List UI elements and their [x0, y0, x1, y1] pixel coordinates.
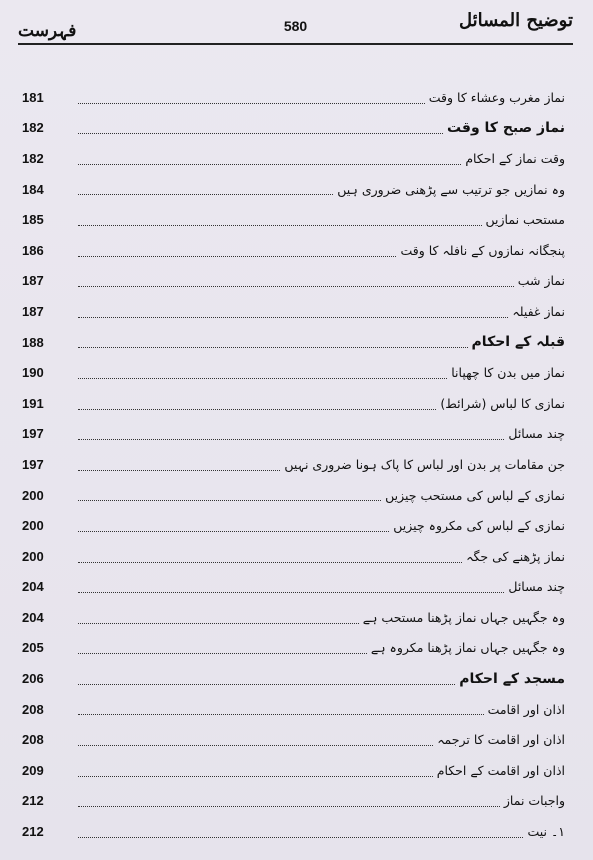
toc-page-number: 197: [22, 456, 44, 472]
dot-leader: [78, 103, 425, 104]
toc-entry-title: اذان اور اقامت کے احکام: [436, 762, 565, 778]
toc-entry-title: چند مسائل: [508, 426, 565, 442]
toc-entry-title: نمازی کے لباس کی مستحب چیزیں: [385, 487, 565, 503]
dot-leader: [78, 623, 359, 624]
toc-entry-title: مسجد کے احکام: [459, 670, 565, 687]
toc-page-number: 197: [22, 426, 44, 442]
toc-entry: [22, 357, 565, 388]
book-title: توضیح المسائل: [459, 10, 573, 31]
dot-leader: [78, 653, 367, 654]
toc-entry-title: نمازی کا لباس (شرائط): [440, 395, 565, 411]
dot-leader: [78, 378, 447, 379]
dot-leader: [78, 837, 523, 838]
toc-entry-title: نماز غفیلہ: [512, 303, 565, 319]
toc-entry: [22, 694, 565, 725]
toc-entry: [22, 419, 565, 450]
toc-page-number: 182: [22, 120, 44, 136]
toc-entry: [22, 235, 565, 266]
toc-page-number: 204: [22, 579, 44, 595]
toc-entry-title: چند مسائل: [508, 579, 565, 595]
toc-entry: [22, 449, 565, 480]
toc-entry-title: واجبات نماز: [503, 793, 565, 809]
dot-leader: [78, 164, 461, 165]
dot-leader: [78, 409, 436, 410]
toc-entry-title: وقت نماز کے احکام: [465, 150, 565, 166]
toc-entry-title: جن مقامات پر بدن اور لباس کا پاک ہونا ضروری نہیں: [284, 456, 565, 472]
toc-entry-title: اذان اور اقامت: [487, 701, 565, 717]
toc-page-number: 208: [22, 732, 44, 748]
dot-leader: [78, 439, 504, 440]
toc-entry: [22, 572, 565, 603]
toc-entry: [22, 174, 565, 205]
toc-page-number: 200: [22, 487, 44, 503]
toc-entry: [22, 816, 565, 847]
toc-entry-title: نماز صبح کا وقت: [446, 119, 565, 136]
page-header: [18, 8, 573, 40]
toc-entry-title: ١۔ نیت: [527, 824, 565, 840]
dot-leader: [78, 500, 381, 501]
toc-entry-title: اذان اور اقامت کا ترجمہ: [437, 732, 565, 748]
toc-entry: [22, 541, 565, 572]
toc-entry: [22, 143, 565, 174]
toc-page-number: 185: [22, 212, 44, 228]
toc-entry: [22, 724, 565, 755]
toc-page-number: 186: [22, 242, 44, 258]
toc-page-number: 190: [22, 365, 44, 381]
toc-entry: [22, 755, 565, 786]
dot-leader: [78, 806, 500, 807]
section-title: فہرست: [18, 21, 77, 41]
toc-entry-title: وہ نمازیں جو ترتیب سے پڑھنی ضروری ہیں: [337, 181, 565, 197]
toc-page-number: 191: [22, 395, 44, 411]
dot-leader: [78, 225, 482, 226]
toc-entry-title: نماز شب: [517, 273, 565, 289]
toc-entry-title: نماز مغرب وعشاء کا وقت: [428, 89, 565, 105]
dot-leader: [78, 347, 468, 348]
toc-page-number: 212: [22, 824, 44, 840]
toc-page-number: 181: [22, 89, 44, 105]
toc-page-number: 208: [22, 701, 44, 717]
toc-page-number: 209: [22, 762, 44, 778]
dot-leader: [78, 592, 504, 593]
toc-page-number: 200: [22, 548, 44, 564]
dot-leader: [78, 133, 443, 134]
toc-entry-title: پنجگانہ نمازوں کے نافلہ کا وقت: [400, 242, 565, 258]
dot-leader: [78, 531, 389, 532]
dot-leader: [78, 194, 333, 195]
dot-leader: [78, 745, 433, 746]
toc-page-number: 212: [22, 793, 44, 809]
toc-page-number: 187: [22, 273, 44, 289]
toc-page-number: 204: [22, 609, 44, 625]
dot-leader: [78, 470, 280, 471]
dot-leader: [78, 776, 433, 777]
toc-page-number: 200: [22, 518, 44, 534]
toc-page-number: 182: [22, 150, 44, 166]
toc-entry: [22, 113, 565, 144]
header-divider: [18, 43, 573, 45]
toc-entry: [22, 204, 565, 235]
toc-entry: [22, 388, 565, 419]
dot-leader: [78, 562, 462, 563]
toc-page-number: 187: [22, 303, 44, 319]
toc-entry-title: نماز میں بدن کا چھپانا: [451, 365, 565, 381]
toc-entry: [22, 602, 565, 633]
table-of-contents: [22, 82, 565, 847]
toc-entry: [22, 266, 565, 297]
toc-entry: [22, 633, 565, 664]
dot-leader: [78, 684, 455, 685]
page-number: 580: [283, 18, 308, 34]
toc-entry-title: مستحب نمازیں: [485, 212, 565, 228]
toc-entry: [22, 327, 565, 358]
toc-entry: [22, 82, 565, 113]
toc-page-number: 184: [22, 181, 44, 197]
dot-leader: [78, 317, 508, 318]
toc-page-number: 205: [22, 640, 44, 656]
toc-entry: [22, 663, 565, 694]
toc-entry-title: نماز پڑھنے کی جگہ: [466, 548, 565, 564]
toc-page-number: 188: [22, 334, 44, 350]
toc-entry: [22, 296, 565, 327]
dot-leader: [78, 286, 514, 287]
dot-leader: [78, 256, 396, 257]
toc-entry-title: نمازی کے لباس کی مکروہ چیزیں: [393, 518, 565, 534]
toc-page-number: 206: [22, 671, 44, 687]
toc-entry-title: قبلہ کے احکام: [471, 334, 565, 351]
toc-entry-title: وہ جگہیں جہاں نماز پڑھنا مکروہ ہے: [370, 640, 565, 656]
toc-entry-title: وہ جگہیں جہاں نماز پڑھنا مستحب ہے: [362, 609, 565, 625]
toc-entry: [22, 786, 565, 817]
toc-entry: [22, 480, 565, 511]
toc-entry: [22, 510, 565, 541]
dot-leader: [78, 714, 484, 715]
